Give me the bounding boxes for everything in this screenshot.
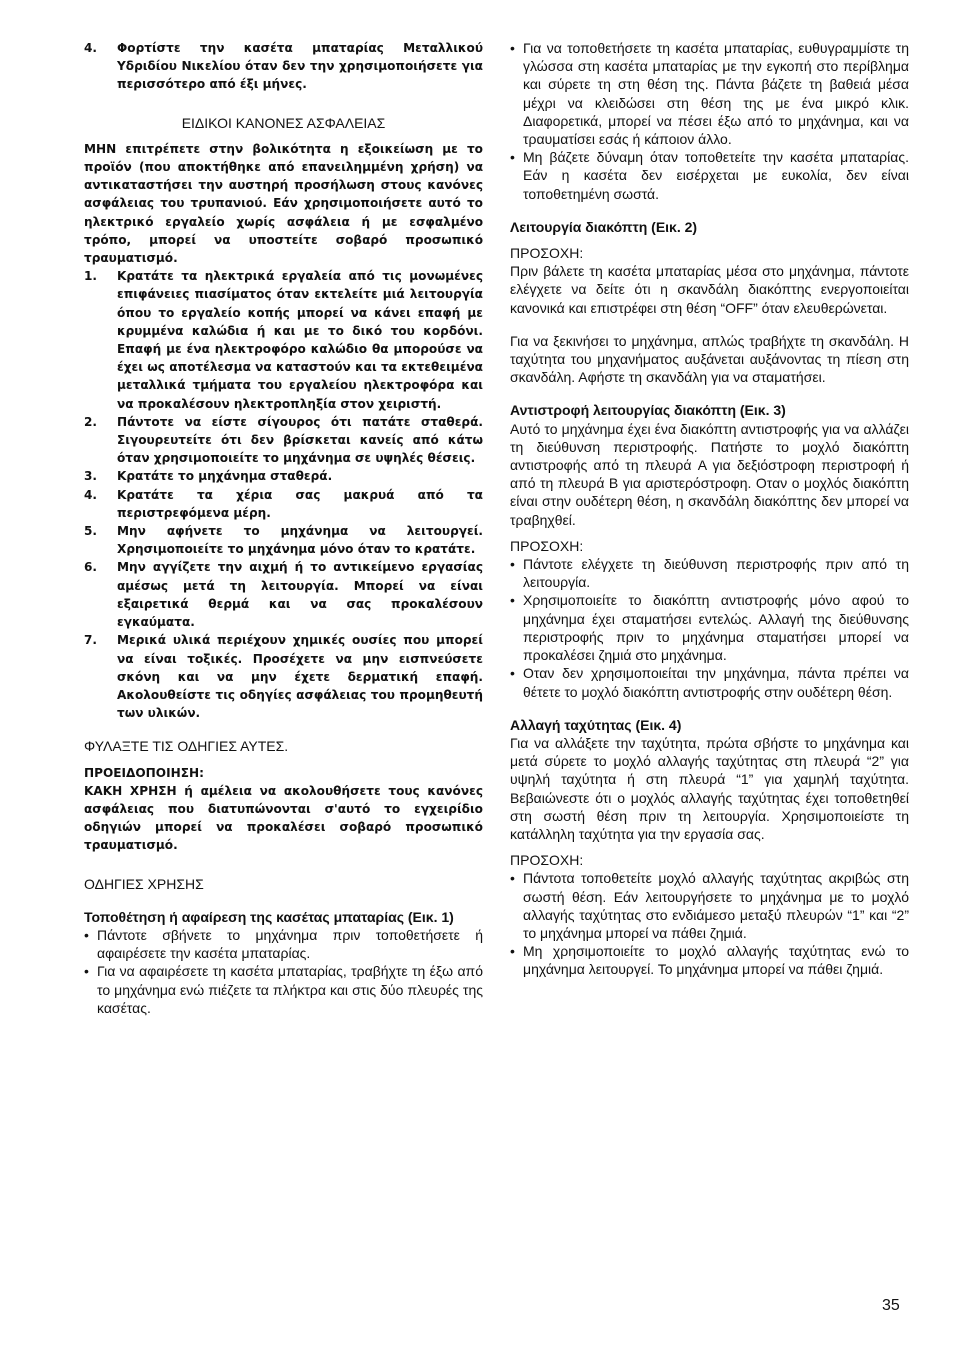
switch-caution-text: Πριν βάλετε τη κασέτα μπαταρίας μέσα στο μηχάνημα, πάντοτε ελέγχετε να δείτε ότι η σκανδάλη διακόπτης ενεργοποιείται κανονικά και επιστρέφει στη θέση “OFF” όταν ελευθερώνεται. xyxy=(510,263,909,316)
bullet-glyph: • xyxy=(510,665,515,682)
list-number: 4. xyxy=(84,487,98,502)
list-number: 6. xyxy=(84,560,98,575)
bullet-text: Πάντοτα τοποθετείτε μοχλό αλλαγής ταχύτητας ακριβώς στη σωστή θέση. Εάν λειτουργήσετε το μηχάνημα με το μοχλό αλλαγής ταχύτητας στο ενδιάμεσο μεταξύ πλευρών “1” και “2” το μηχάνημα μπορεί να πάθει ζημιά. xyxy=(523,870,909,941)
list-text: Κρατάτε τα χέρια σας μακρυά από τα περιστρεφόμενα μέρη. xyxy=(117,487,483,520)
bullet-item xyxy=(510,664,909,700)
rule-item xyxy=(84,413,483,468)
list-number: 2. xyxy=(84,414,98,429)
bullet-glyph: • xyxy=(510,592,515,609)
bullet-text: Χρησιμοποιείτε το διακόπτη αντιστροφής μόνο αφού το μηχάνημα έχει σταματήσει εντελώς. Αλλαγή της διεύθυνσης περιστροφής πριν το μηχάνημα σταματήσει μπορεί να προκαλέσει ζημιά στο μηχάνημα. xyxy=(523,592,909,664)
bullet-item xyxy=(84,962,483,1017)
rule-item xyxy=(84,486,483,522)
list-text: Πάντοτε να είστε σίγουρος ότι πατάτε σταθερά. Σιγουρευτείτε ότι δεν βρίσκεται κανείς από κάτω όταν χρησιμοποιείτε το μηχάνημα σε υψηλές θέσεις. xyxy=(117,414,483,466)
warning-text: ΚΑΚΗ ΧΡΗΣΗ ή αμέλεια να ακολουθήσετε τους κανόνες ασφάλειας που διατυπώνονται σ'αυτό το εγχειρίδιο οδηγιών μπορεί να προκαλέσει σοβαρό προσωπικό τραυματισμό. xyxy=(84,783,483,853)
rule-item xyxy=(84,631,483,722)
list-number: 4. xyxy=(84,41,98,55)
bullet-text: Για να αφαιρέσετε τη κασέτα μπαταρίας, τραβήχτε τη έξω από το μηχάνημα ενώ πιέζετε τα πλήκτρα και στις δύο πλευρές της κασέτας. xyxy=(97,963,483,1016)
bullet-text: Μη βάζετε δύναμη όταν τοποθετείτε την κασέτα μπαταρίας. Εάν η κασέτα δεν εισέρχεται με ευκολία, δεν είναι τοποθετημένη σωστά. xyxy=(523,149,909,202)
bullet-glyph: • xyxy=(510,40,515,56)
rule-item xyxy=(84,558,483,631)
bullet-text: Οταν δεν χρησιμοποιείται την μηχάνημα, πάντα πρέπει να θέτετε το μοχλό διακόπτη αντιστροφής στην ουδέτερη θέση. xyxy=(523,665,909,700)
bullet-glyph: • xyxy=(510,556,515,573)
usage-heading: ΟΔΗΓΙΕΣ ΧΡΗΣΗΣ xyxy=(84,875,204,892)
list-text: Φορτίστε την κασέτα μπαταρίας Μεταλλικού Υδριδίου Νικελίου όταν δεν την χρησιμοποιήσετε για περισσότερο από έξι μήνες. xyxy=(117,41,483,92)
bullet-glyph: • xyxy=(510,943,515,960)
right-column xyxy=(510,39,909,979)
reverse-switch-heading: Αντιστροφή λειτουργίας διακόπτη (Εικ. 3) xyxy=(510,402,786,419)
bullet-item xyxy=(510,555,909,591)
bullet-text: Για να τοποθετήσετε τη κασέτα μπαταρίας, ευθυγραμμίστε τη γλώσσα στη κασέτα μπαταρίας με την εγκοπή στο περίβλημα και σύρετε τη στη θέση της. Πάντα βάζετε τη βαθειά μέσα μέχρι να κλειδώσει στη θέση της με ένα μικρό κλικ. Διαφορετικά, μπορεί να πέσει έξω από το μηχάνημα, και να τραυματίσει εσάς ή κάποιον άλλο. xyxy=(523,40,909,148)
switch-action-heading: Λειτουργία διακόπτη (Εικ. 2) xyxy=(510,218,698,235)
battery-install-heading: Τοποθέτηση ή αφαίρεση της κασέτας μπαταρίας (Εικ. 1) xyxy=(84,908,454,925)
switch-text: Για να ξεκινήσει το μηχάνημα, απλώς τραβήχτε τη σκανδάλη. Η ταχύτητα του μηχανήματος αυξάνεται αυξάνοντας τη πίεση στη σκανδάλη. Αφήστε τη σκανδάλη για να σταματήσει. xyxy=(510,332,909,386)
caution-label: ΠΡΟΣΟΧΗ: xyxy=(510,245,584,262)
bullet-item xyxy=(510,869,909,942)
bullet-glyph: • xyxy=(510,149,515,166)
bullet-text: Πάντοτε σβήνετε το μηχάνημα πριν τοποθετήσετε ή αφαιρέσετε την κασέτα μπαταρίας. xyxy=(97,926,483,962)
bullet-item xyxy=(84,926,483,962)
page-number: 35 xyxy=(882,1297,900,1314)
bullet-glyph: • xyxy=(510,870,515,887)
bullet-item xyxy=(510,591,909,664)
list-number: 1. xyxy=(84,269,98,284)
bullet-text: Πάντοτε ελέγχετε τη διεύθυνση περιστροφής πριν από τη λειτουργία. xyxy=(523,556,909,591)
list-number: 5. xyxy=(84,524,98,539)
list-text: Κρατάτε τα ηλεκτρικά εργαλεία από τις μονωμένες επιφάνειες πιασίματος όταν εκτελείτε μιά λειτουργία όπου το εργαλείο κοπής μπορεί να κάνει επαφή με κρυμμένα καλώδια ή και με το δικό του κορδόνι. Επαφή με ένα ηλεκτροφόρο καλώδιο θα μπορούσε να έχει ως αποτέλεσμα να καταστούν και τα εκτεθειμένα μεταλλικά τμήματα του εργαλείου ηλεκτροφόρα και να προκαλέσουν ηλεκτροπληξία στον χειριστή. xyxy=(117,269,483,411)
reverse-switch-text: Αυτό το μηχάνημα έχει ένα διακόπτη αντιστροφής για να αλλάζει τη διεύθυνση περιστροφής. Πατήστε το μοχλό διακόπτη αντιστροφής από τη πλευρά A για δεξιόστροφη περιστροφή ή από τη πλευρά B για αριστερόστροφη. Οταν ο μοχλός διακόπτη είναι στην ουδέτερη θέση, η σκανδάλη διακόπτης δεν μπορεί να τραβηχθεί. xyxy=(510,420,909,528)
speed-change-heading: Αλλαγή ταχύτητας (Εικ. 4) xyxy=(510,716,682,733)
warning-label: ΠΡΟΕΙΔΟΠΟΙΗΣΗ: xyxy=(84,765,204,780)
list-number: 7. xyxy=(84,633,98,648)
list-number: 3. xyxy=(84,469,98,484)
list-text: Κρατάτε το μηχάνημα σταθερά. xyxy=(117,469,333,484)
rule-item xyxy=(84,467,483,485)
safety-intro-paragraph: ΜΗΝ επιτρέπετε στην βολικότητα η εξοικείωση με το προϊόν (που αποκτήθηκε από επανειλημμένη χρήση) να αντικαταστήσει την αυστηρή προσήλωση στους κανόνες ασφάλειας του τρυπανιού. Εάν χρησιμοποιήσετε αυτό το ηλεκτρικό εργαλείο χωρίς ασφάλεια ή με εσφαλμένο τρόπο, μπορεί να υποστείτε σοβαρό προσωπικό τραυματισμό. xyxy=(84,141,483,266)
caution-label: ΠΡΟΣΟΧΗ: xyxy=(510,537,584,554)
rule-item xyxy=(84,267,483,413)
bullet-glyph: • xyxy=(84,926,89,943)
battery-charge-item xyxy=(84,39,483,94)
bullet-item xyxy=(510,942,909,978)
safety-rules-heading: ΕΙΔΙΚΟΙ ΚΑΝΟΝΕΣ ΑΣΦΑΛΕΙΑΣ xyxy=(181,114,386,131)
caution-label: ΠΡΟΣΟΧΗ: xyxy=(510,852,584,869)
bullet-item xyxy=(510,39,909,148)
list-text: Μην αγγίζετε την αιχμή ή το αντικείμενο εργασίας αμέσως μετά τη λειτουργία. Μπορεί να είναι εξαιρετικά θερμά και να σας προκαλέσουν εγκαύματα. xyxy=(117,560,483,630)
save-instructions-heading: ΦΥΛΑΞΤΕ ΤΙΣ ΟΔΗΓΙΕΣ ΑΥΤΕΣ. xyxy=(84,738,289,755)
bullet-item xyxy=(510,148,909,203)
bullet-glyph: • xyxy=(84,963,89,980)
list-text: Μερικά υλικά περιέχουν χημικές ουσίες που μπορεί να είναι τοξικές. Προσέχετε να μην εισπνεύσετε σκόνη και να μην έχετε δερματική επαφή. Ακολουθείστε τις οδηγίες ασφάλειας του προμηθευτή των υλικών. xyxy=(117,633,483,721)
left-column xyxy=(84,39,483,1017)
speed-change-text: Για να αλλάξετε την ταχύτητα, πρώτα σβήστε το μηχάνημα και μετά σύρετε το μοχλό αλλαγής ταχύτητας στη πλευρά “2” για υψηλή ταχύτητα ή στη πλευρά “1” για χαμηλή ταχύτητα. Βεβαιώνεστε ότι ο μοχλός αλλαγής ταχύτητας έχει τοποθετηθεί στη σωστή θέση πριν τη λειτουργία. Χρησιμοποιείστε τη κατάλληλη ταχύτητα για την εργασία σας. xyxy=(510,734,909,842)
rule-item xyxy=(84,522,483,558)
bullet-text: Μη χρησιμοποιείτε το μοχλό αλλαγής ταχύτητας ενώ το μηχάνημα λειτουργεί. Το μηχάνημα μπορεί να πάθει ζημιά. xyxy=(523,943,909,978)
list-text: Μην αφήνετε το μηχάνημα να λειτουργεί. Χρησιμοποιείτε το μηχάνημα μόνο όταν το κρατάτε. xyxy=(117,524,483,557)
